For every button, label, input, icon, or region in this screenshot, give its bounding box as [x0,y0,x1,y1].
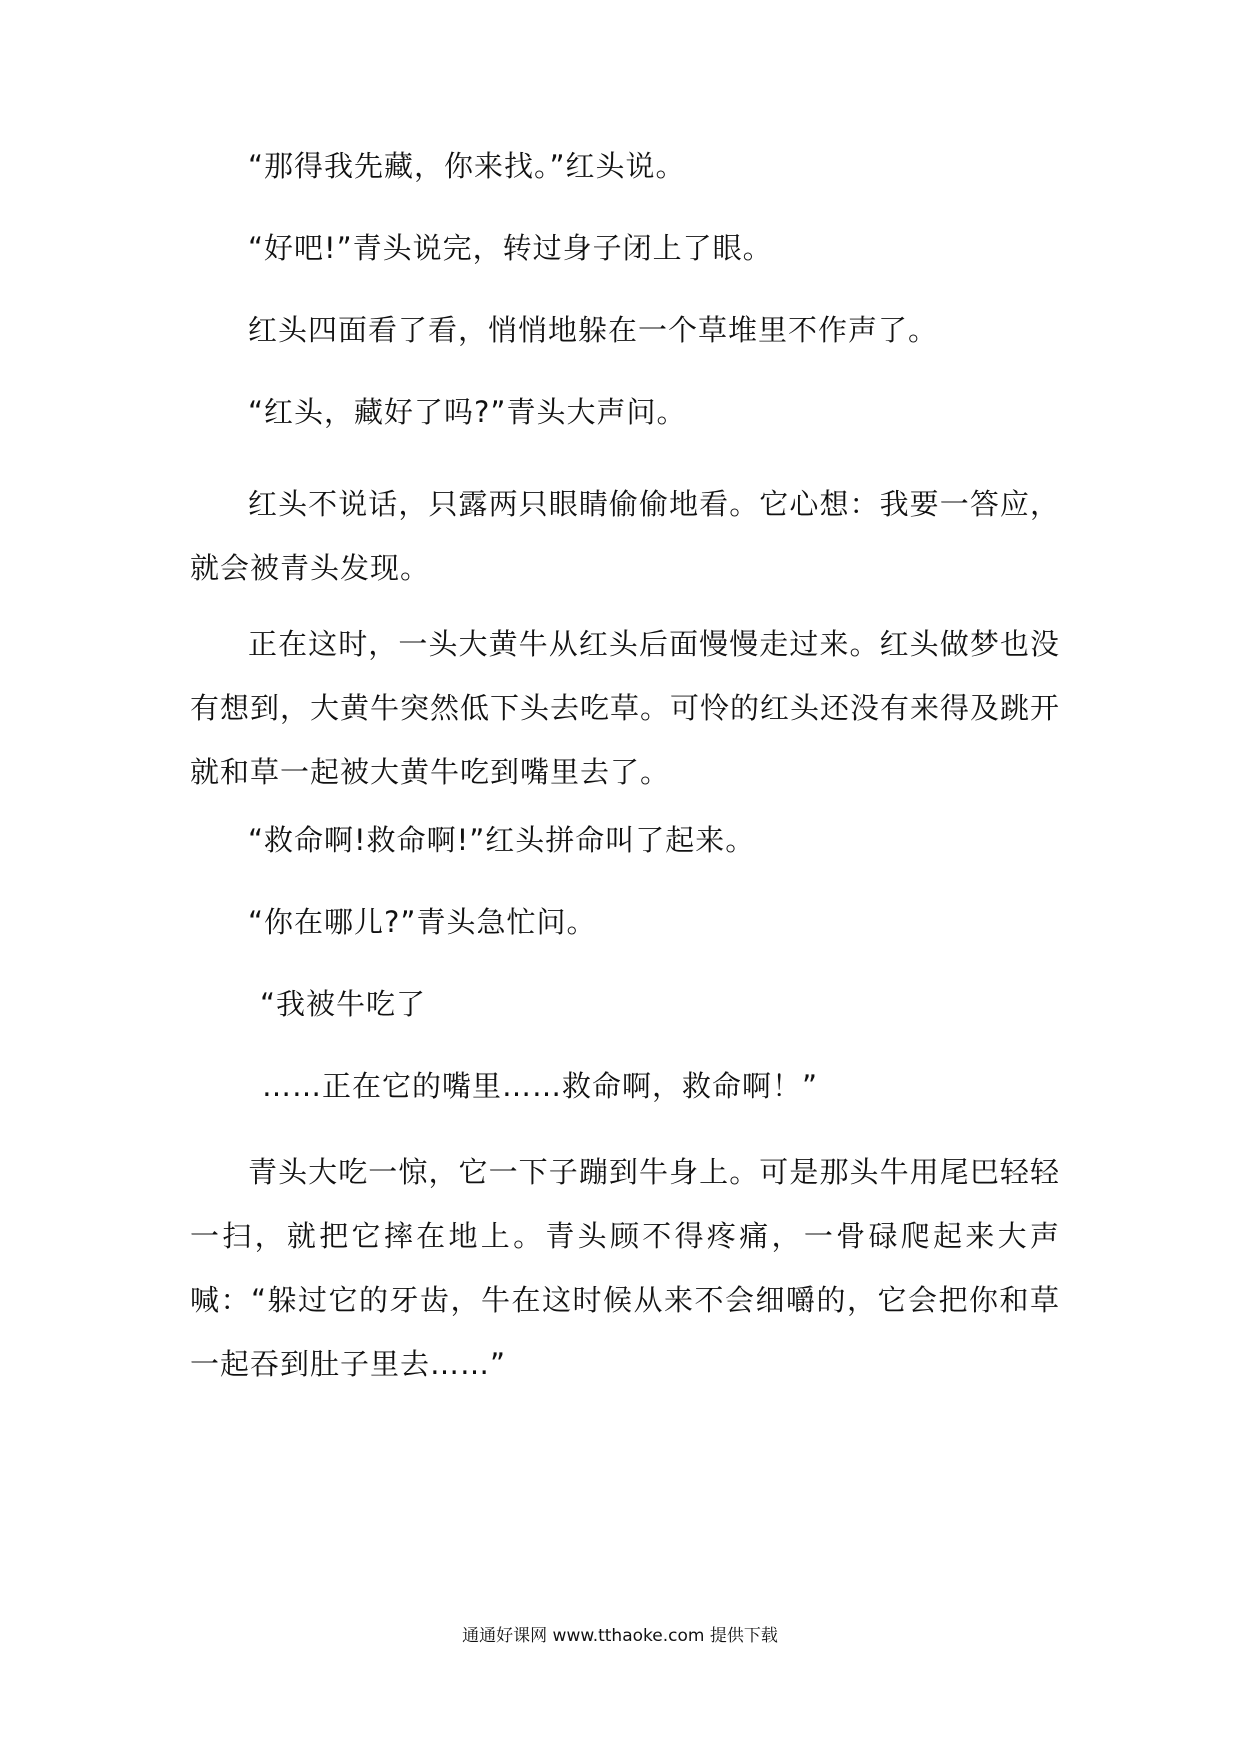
paragraph-4: “红头，藏好了吗?”青头大声问。 [248,395,687,429]
paragraph-8: “你在哪儿?”青头急忙问。 [248,905,597,939]
paragraph-6: 正在这时，一头大黄牛从红头后面慢慢走过来。红头做梦也没有想到，大黄牛突然低下头去吃草。可怜的红头还没有来得及跳开就和草一起被大黄牛吃到嘴里去了。 [190,627,1061,789]
paragraph-10: ……正在它的嘴里……救命啊，救命啊！” [262,1069,819,1103]
paragraph-7: “救命啊!救命啊!”红头拼命叫了起来。 [248,823,756,857]
paragraph-2: “好吧!”青头说完，转过身子闭上了眼。 [248,231,773,265]
paragraph-11: 青头大吃一惊，它一下子蹦到牛身上。可是那头牛用尾巴轻轻一扫，就把它摔在地上。青头顾不得疼痛，一骨碌爬起来大声喊：“躲过它的牙齿，牛在这时候从来不会细嚼的，它会把你和草一起吞到肚子里去……” [190,1155,1060,1381]
footer-download-note: 通通好课网 www.tthaoke.com 提供下载 [462,1626,778,1646]
paragraph-1: “那得我先藏，你来找。”红头说。 [248,149,686,183]
paragraph-9: “我被牛吃了 [260,987,427,1021]
paragraph-5: 红头不说话，只露两只眼睛偷偷地看。它心想：我要一答应，就会被青头发现。 [190,487,1060,585]
paragraph-3: 红头四面看了看，悄悄地躲在一个草堆里不作声了。 [248,313,939,347]
